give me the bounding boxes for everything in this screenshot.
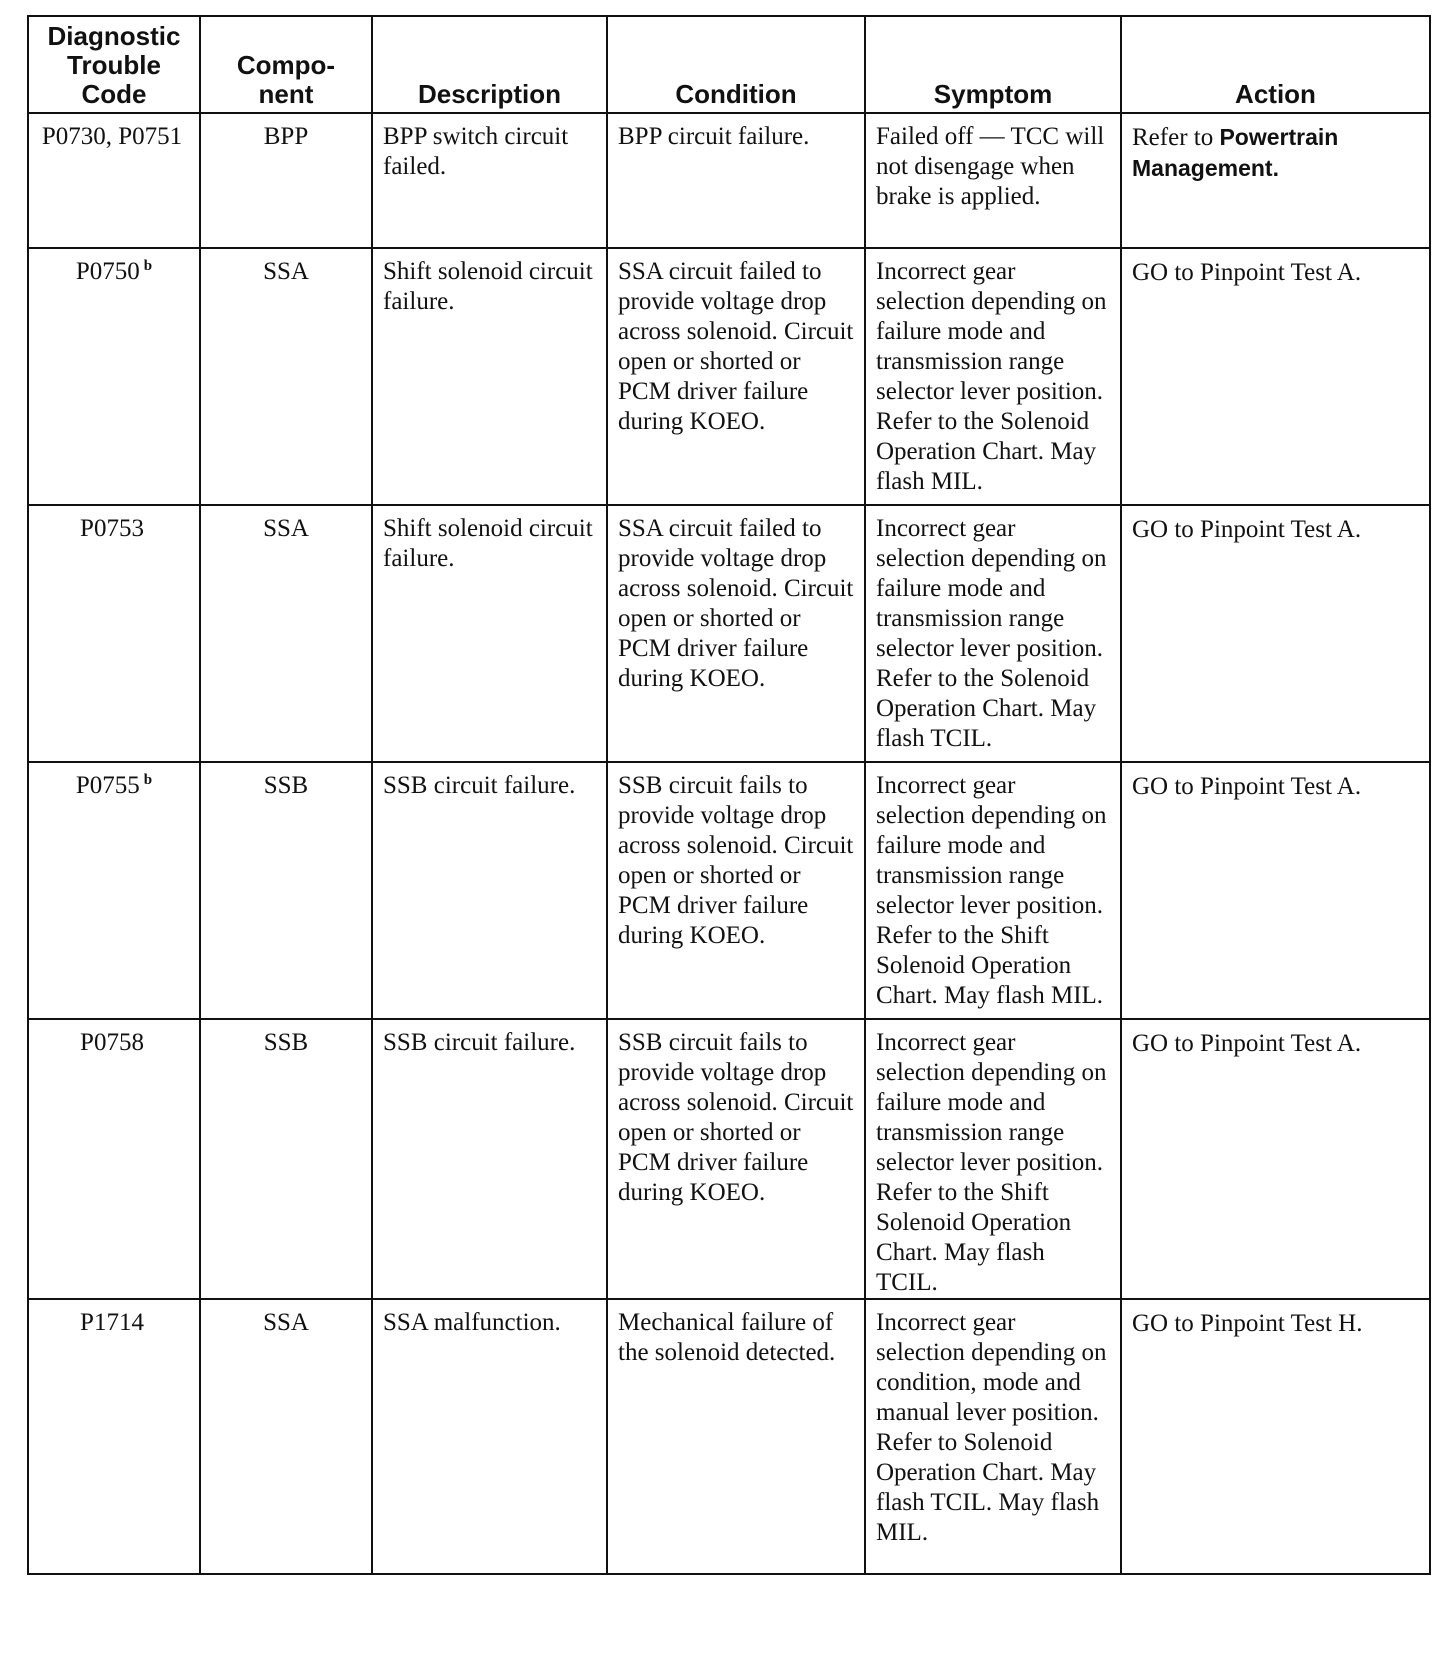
- dtc-table: [27, 15, 1431, 1575]
- code-text: P1714: [80, 1309, 144, 1336]
- cell-condition: SSA circuit failed to provide voltage drop across solenoid. Circuit open or shorted or PCM driver failure during KOEO.: [607, 248, 865, 505]
- table-row: [28, 505, 1430, 762]
- cell-component: SSB: [200, 1019, 372, 1299]
- table-row: [28, 248, 1430, 505]
- cell-component: SSA: [200, 248, 372, 505]
- cell-description: Shift solenoid circuit failure.: [372, 505, 607, 762]
- cell-component: SSB: [200, 762, 372, 1019]
- action-text: Refer to: [1132, 124, 1214, 151]
- header-component: Compo- nent: [200, 16, 372, 113]
- cell-action: [1121, 113, 1430, 248]
- table-row: [28, 1299, 1430, 1574]
- action-text: GO to Pinpoint Test A.: [1132, 773, 1362, 800]
- cell-description: SSA malfunction.: [372, 1299, 607, 1574]
- cell-action: [1121, 505, 1430, 762]
- table-row: [28, 762, 1430, 1019]
- cell-condition: Mechanical failure of the solenoid detected.: [607, 1299, 865, 1574]
- cell-code: [28, 1299, 200, 1574]
- action-text: GO to Pinpoint Test A.: [1132, 516, 1362, 543]
- action-reference: Powertrain Management.: [1132, 124, 1339, 181]
- cell-code: [28, 248, 200, 505]
- action-text: GO to Pinpoint Test A.: [1132, 1030, 1362, 1057]
- header-action: Action: [1121, 16, 1430, 113]
- cell-symptom: Incorrect gear selection depending on failure mode and transmission range selector lever position. Refer to the Solenoid Operation Chart. May flash MIL.: [865, 248, 1121, 505]
- cell-action: [1121, 762, 1430, 1019]
- header-symptom: Symptom: [865, 16, 1121, 113]
- header-description: Description: [372, 16, 607, 113]
- code-text: P0750: [75, 258, 140, 285]
- cell-symptom: Incorrect gear selection depending on condition, mode and manual lever position. Refer to Solenoid Operation Chart. May flash TCIL. May flash MIL.: [865, 1299, 1121, 1574]
- header-code: Diagnostic Trouble Code: [28, 16, 200, 113]
- code-text: P0730, P0751: [41, 123, 183, 150]
- code-text: P0758: [80, 1029, 144, 1056]
- footnote-marker: b: [143, 257, 153, 274]
- cell-component: SSA: [200, 505, 372, 762]
- table-row: [28, 113, 1430, 248]
- cell-description: Shift solenoid circuit failure.: [372, 248, 607, 505]
- footnote-marker: b: [143, 771, 153, 788]
- cell-description: BPP switch circuit failed.: [372, 113, 607, 248]
- cell-symptom: Failed off — TCC will not disengage when brake is applied.: [865, 113, 1121, 248]
- cell-code: [28, 762, 200, 1019]
- cell-description: SSB circuit failure.: [372, 1019, 607, 1299]
- cell-action: [1121, 248, 1430, 505]
- cell-description: SSB circuit failure.: [372, 762, 607, 1019]
- cell-code: [28, 113, 200, 248]
- cell-component: BPP: [200, 113, 372, 248]
- action-text: GO to Pinpoint Test A.: [1132, 259, 1362, 286]
- cell-code: [28, 1019, 200, 1299]
- cell-symptom: Incorrect gear selection depending on failure mode and transmission range selector lever position. Refer to the Shift Solenoid Operation Chart. May flash MIL.: [865, 762, 1121, 1019]
- cell-condition: SSB circuit fails to provide voltage drop across solenoid. Circuit open or shorted or PCM driver failure during KOEO.: [607, 762, 865, 1019]
- cell-symptom: Incorrect gear selection depending on failure mode and transmission range selector lever position. Refer to the Shift Solenoid Operation Chart. May flash TCIL.: [865, 1019, 1121, 1299]
- cell-symptom: Incorrect gear selection depending on failure mode and transmission range selector lever position. Refer to the Solenoid Operation Chart. May flash TCIL.: [865, 505, 1121, 762]
- cell-code: [28, 505, 200, 762]
- cell-condition: SSB circuit fails to provide voltage drop across solenoid. Circuit open or shorted or PCM driver failure during KOEO.: [607, 1019, 865, 1299]
- header-condition: Condition: [607, 16, 865, 113]
- cell-condition: BPP circuit failure.: [607, 113, 865, 248]
- table-header: [28, 16, 1430, 113]
- cell-action: [1121, 1019, 1430, 1299]
- cell-condition: SSA circuit failed to provide voltage drop across solenoid. Circuit open or shorted or PCM driver failure during KOEO.: [607, 505, 865, 762]
- code-text: P0753: [80, 515, 144, 542]
- cell-action: [1121, 1299, 1430, 1574]
- action-text: GO to Pinpoint Test H.: [1132, 1310, 1363, 1337]
- cell-component: SSA: [200, 1299, 372, 1574]
- table-row: [28, 1019, 1430, 1299]
- code-text: P0755: [75, 772, 140, 799]
